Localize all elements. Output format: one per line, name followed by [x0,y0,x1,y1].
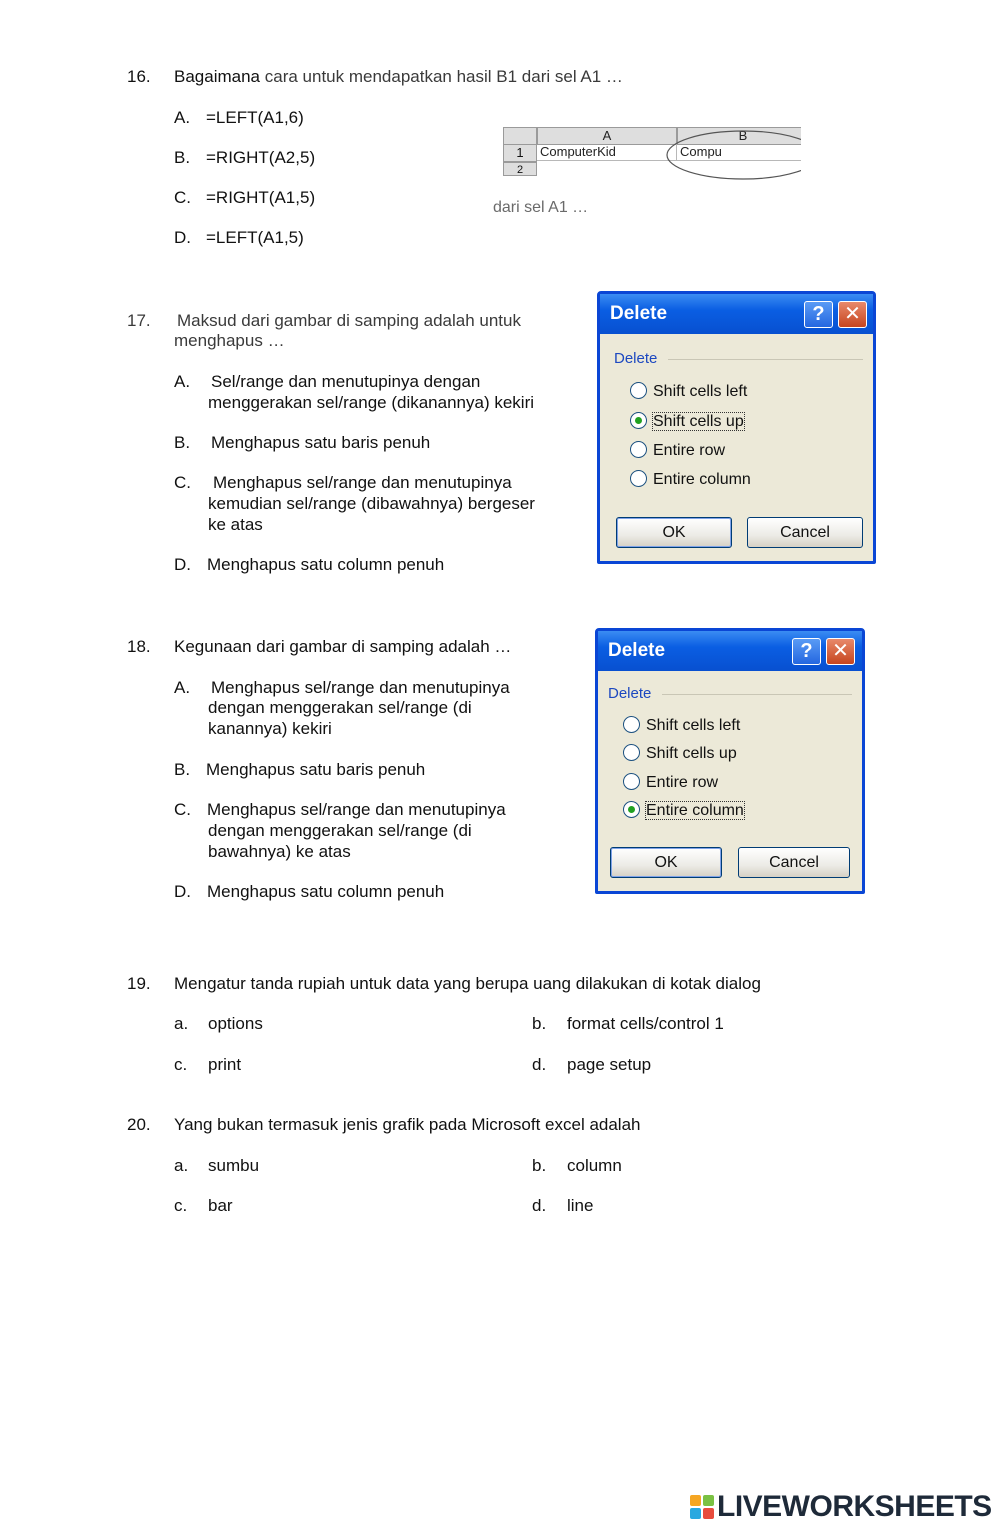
option-text: dengan menggerakan sel/range (di [208,698,472,717]
radio-icon [623,716,640,733]
help-button[interactable]: ? [792,638,821,665]
option-text: Entire row [646,774,719,791]
q20-option-a[interactable] [174,1156,259,1176]
q16-number: 16. [127,67,151,86]
option-text: dengan menggerakan sel/range (di [208,821,472,840]
radio-entire-column[interactable] [623,801,744,820]
radio-icon [623,773,640,790]
option-text: =RIGHT(A2,5) [206,148,316,167]
radio-shift-cells-left[interactable] [630,382,747,401]
option-label: A. [174,372,191,391]
q19-number: 19. [127,974,151,993]
option-text: Entire row [653,442,726,459]
option-label: D. [174,228,191,247]
column-header-a: A [537,127,677,145]
option-text: Entire column [653,471,751,488]
radio-entire-row[interactable] [630,441,725,460]
radio-shift-cells-left[interactable] [623,716,740,735]
corner-header [503,127,537,145]
q16-option-c[interactable] [174,188,315,208]
dialog-title: Delete [610,303,668,324]
q20-number: 20. [127,1115,151,1134]
q20-option-b[interactable] [532,1156,622,1176]
radio-icon [630,382,647,399]
option-text: Menghapus sel/range dan menutupinya [213,473,512,492]
radio-icon [630,441,647,458]
q19-option-a[interactable] [174,1014,263,1034]
cancel-button[interactable]: Cancel [738,847,850,878]
cancel-button[interactable]: Cancel [747,517,863,548]
q18-number: 18. [127,637,151,656]
q20-question: Yang bukan termasuk jenis grafik pada Microsoft excel adalah [174,1115,641,1134]
q19-option-c[interactable] [174,1055,241,1075]
option-text: Shift cells left [653,383,748,400]
option-label: a. [174,1014,189,1033]
radio-selected-icon [623,801,640,818]
ok-button[interactable]: OK [610,847,722,878]
dialog-title: Delete [608,640,666,661]
q19-option-b[interactable] [532,1014,724,1034]
spreadsheet-snippet [503,127,801,181]
option-text: options [208,1014,263,1033]
option-text: format cells/control 1 [567,1014,724,1033]
option-label: b. [532,1014,547,1033]
q16-caption: dari sel A1 … [493,199,589,216]
radio-icon [630,470,647,487]
liveworksheets-logo[interactable] [690,1490,992,1524]
option-text: column [567,1156,622,1175]
option-label: C. [174,473,191,492]
q16-question-rest: cara untuk mendapatkan hasil B1 dari sel A1 … [260,67,623,86]
q16-question-bold: Bagaimana [174,67,261,86]
option-label: d. [532,1196,547,1215]
option-label: B. [174,433,191,452]
row-header-2: 2 [503,162,537,176]
ok-button[interactable]: OK [616,517,732,548]
option-text: Menghapus sel/range dan menutupinya [207,800,506,819]
option-text: bar [208,1196,233,1215]
option-text: print [208,1055,242,1074]
option-label: c. [174,1196,188,1215]
q20-option-d[interactable] [532,1196,593,1216]
q16-option-b[interactable] [174,148,315,168]
dialog-titlebar [598,631,862,671]
q16-question [174,67,623,87]
logo-text: LIVEWORKSHEETS [717,1490,992,1523]
option-text: bawahnya) ke atas [208,842,351,861]
column-header-b: B [677,127,801,145]
row-header-1: 1 [503,144,537,162]
option-text: sumbu [208,1156,260,1175]
option-text: =RIGHT(A1,5) [206,188,316,207]
option-text: menggerakan sel/range (dikanannya) kekiri [208,393,535,412]
option-text: Menghapus satu column penuh [207,555,445,574]
q17-question-line2: menghapus … [174,331,285,350]
option-label: b. [532,1156,547,1175]
option-text: =LEFT(A1,5) [206,228,304,247]
option-text: line [567,1196,594,1215]
delete-dialog-shift-up [597,291,876,564]
dialog-titlebar [600,294,873,334]
option-text: kanannya) kekiri [208,719,332,738]
option-label: a. [174,1156,189,1175]
option-label: A. [174,108,191,127]
q20-option-c[interactable] [174,1196,233,1216]
option-text: ke atas [208,515,263,534]
radio-entire-column[interactable] [630,470,751,489]
option-label: B. [174,760,191,779]
radio-entire-row[interactable] [623,773,718,792]
logo-square [703,1495,714,1506]
option-label: D. [174,555,191,574]
logo-grid-icon [690,1495,714,1519]
option-text: Shift cells up [653,413,744,430]
q19-question: Mengatur tanda rupiah untuk data yang berupa uang dilakukan di kotak dialog [174,974,761,993]
option-label: c. [174,1055,188,1074]
logo-square [690,1495,701,1506]
q16-option-d[interactable] [174,228,304,248]
option-text: Menghapus satu baris penuh [211,433,431,452]
logo-square [690,1508,701,1519]
option-text: Sel/range dan menutupinya dengan [211,372,481,391]
option-label: D. [174,882,191,901]
logo-square [703,1508,714,1519]
q17-question-line1: Maksud dari gambar di samping adalah untuk [177,311,521,330]
delete-dialog-entire-column [595,628,865,894]
q18-question: Kegunaan dari gambar di samping adalah … [174,637,512,656]
close-button[interactable]: ✕ [838,301,867,328]
option-text: Entire column [646,802,744,819]
radio-icon [623,744,640,761]
option-text: Menghapus satu baris penuh [206,760,426,779]
highlight-ellipse [663,127,801,181]
q19-option-d[interactable] [532,1055,651,1075]
option-label: d. [532,1055,547,1074]
cell-b1: Compu [677,144,801,161]
help-button[interactable]: ? [804,301,833,328]
option-text: kemudian sel/range (dibawahnya) bergeser [208,494,535,513]
q17-number: 17. [127,311,151,330]
option-text: =LEFT(A1,6) [206,108,304,127]
radio-shift-cells-up[interactable] [623,744,737,763]
delete-group-label: Delete [614,350,658,367]
radio-shift-cells-up[interactable] [630,412,744,431]
group-divider [668,359,863,360]
option-label: A. [174,678,191,697]
option-label: C. [174,800,191,819]
option-label: C. [174,188,191,207]
group-divider [662,694,852,695]
option-text: Menghapus satu column penuh [207,882,445,901]
option-text: Shift cells left [646,717,741,734]
option-text: Shift cells up [646,745,737,762]
option-text: Menghapus sel/range dan menutupinya [211,678,510,697]
delete-group-label: Delete [608,685,652,702]
close-button[interactable]: ✕ [826,638,855,665]
option-label: B. [174,148,191,167]
radio-selected-icon [630,412,647,429]
cell-a1: ComputerKid [537,144,677,161]
option-text: page setup [567,1055,652,1074]
q16-option-a[interactable] [174,108,304,128]
